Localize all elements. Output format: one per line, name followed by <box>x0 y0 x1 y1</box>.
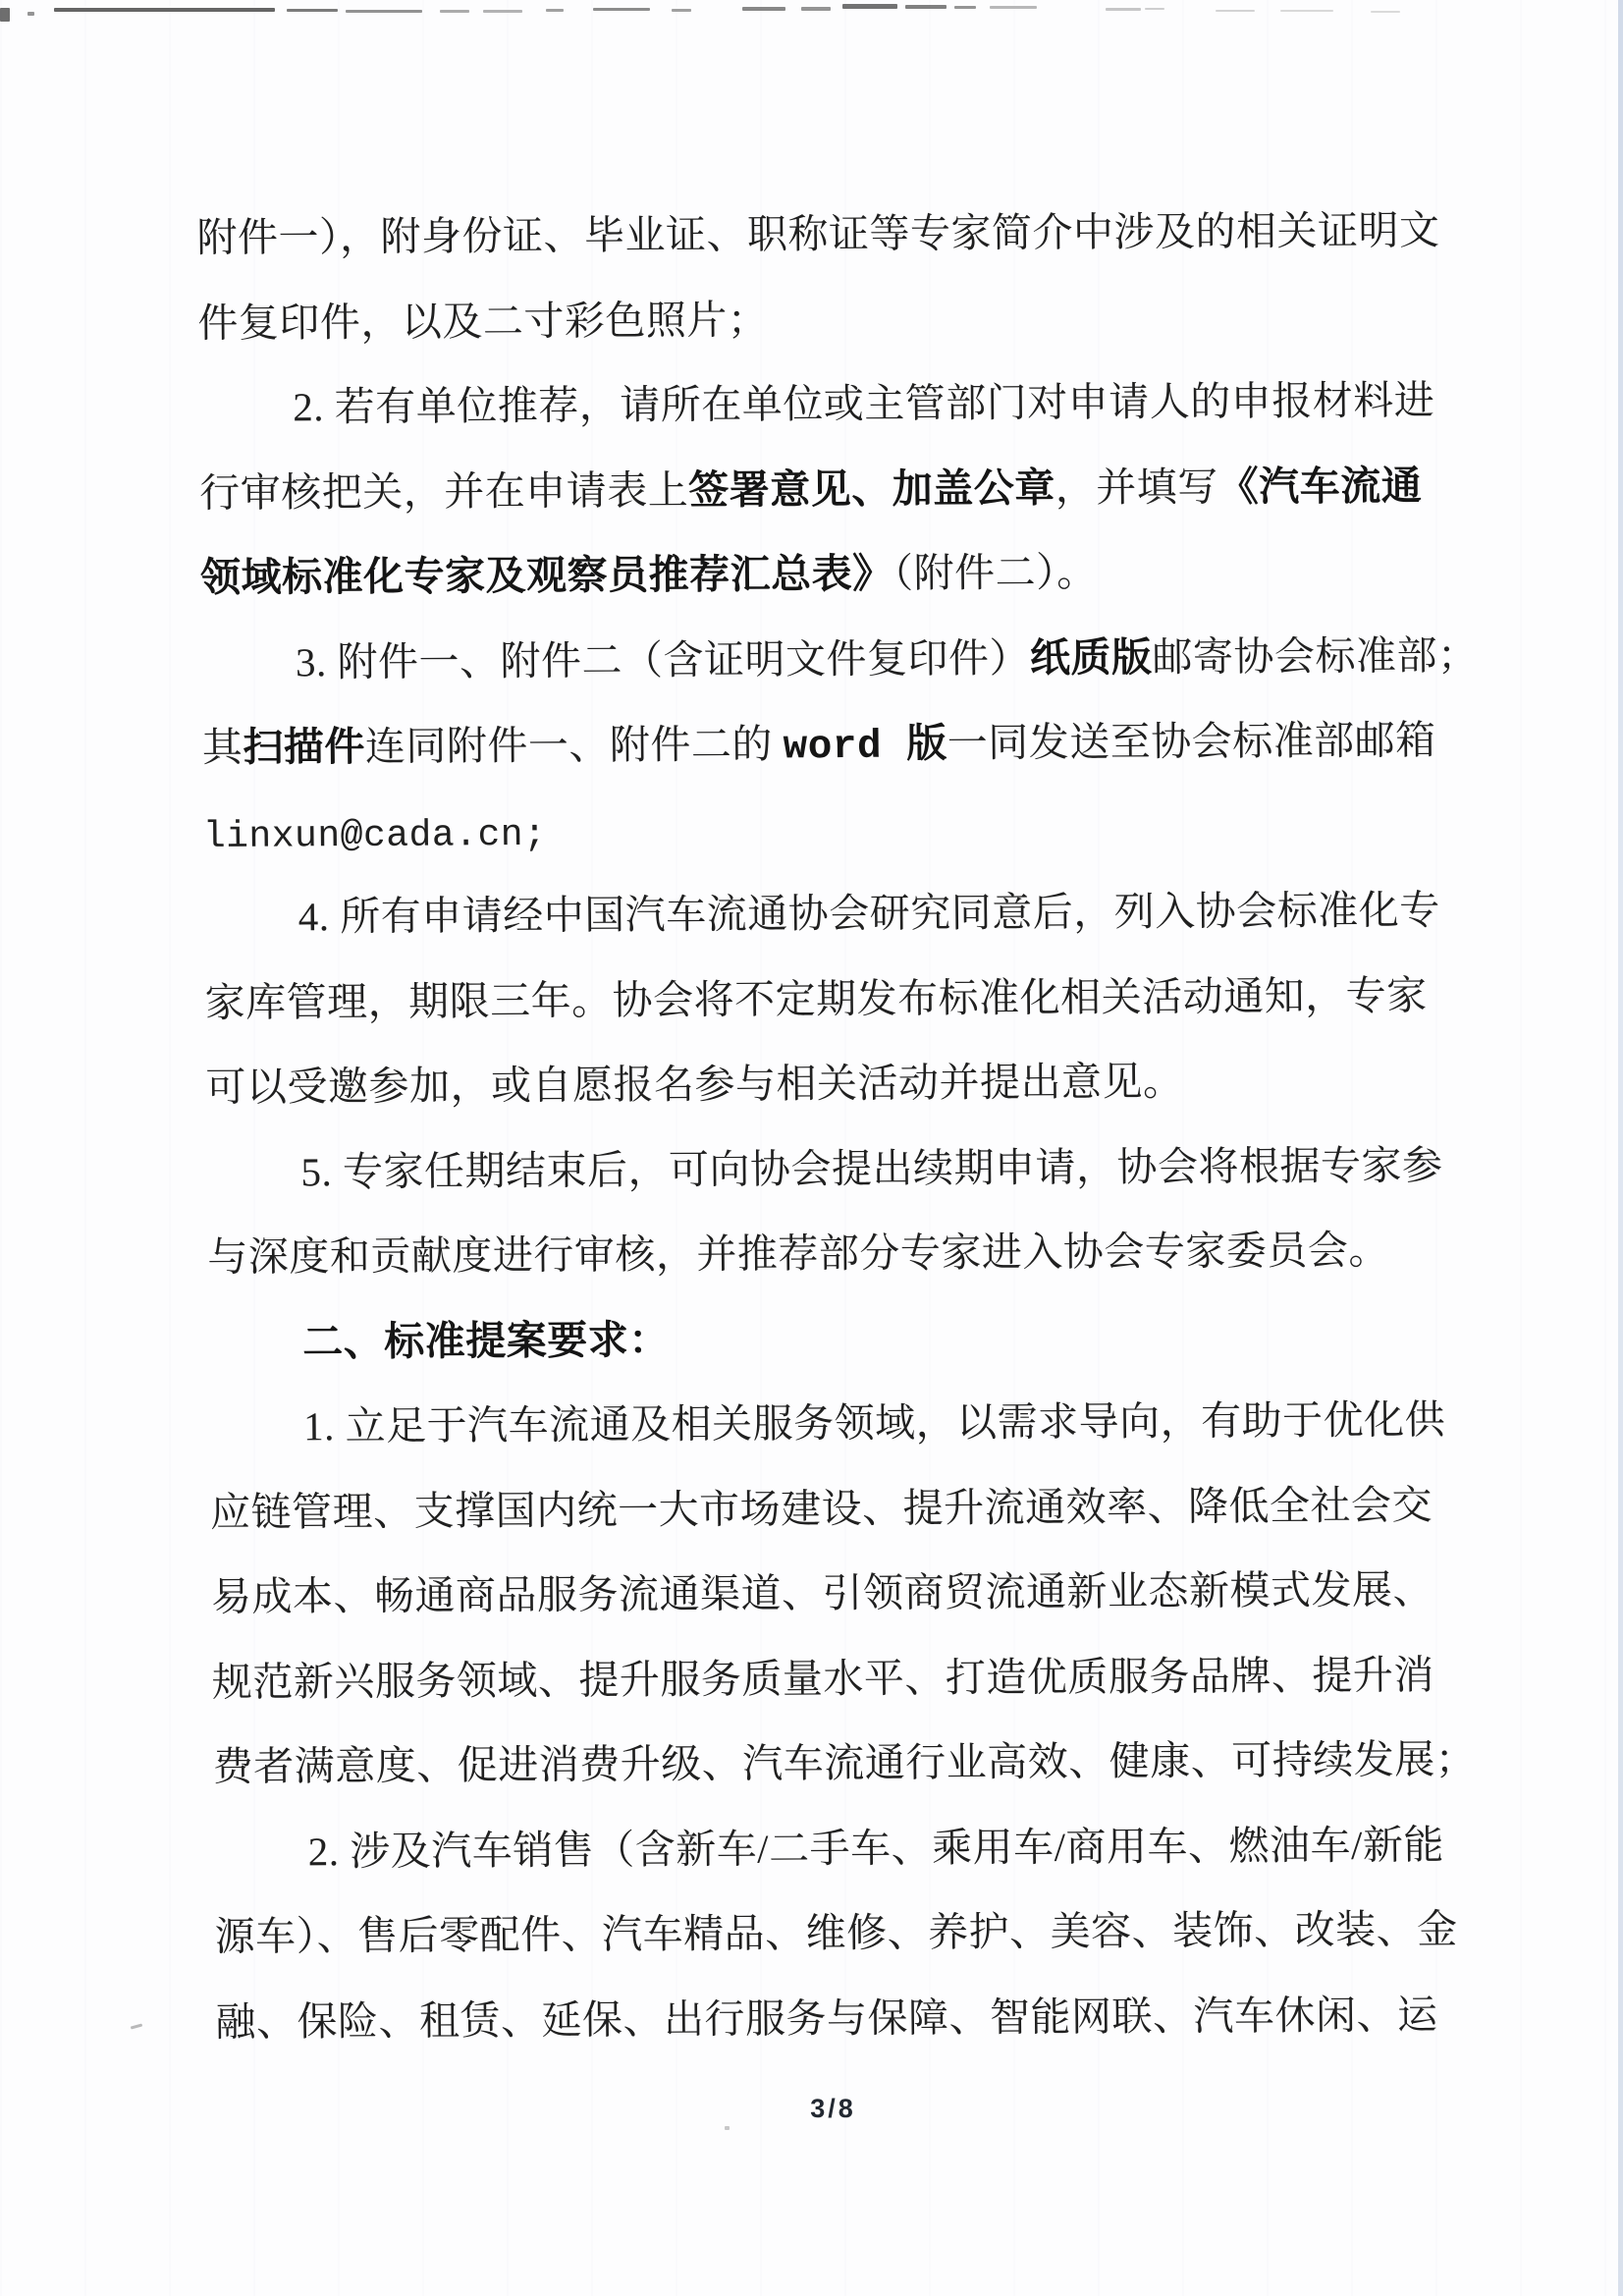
text-line <box>210 1462 1488 1555</box>
text-segment: 一同发送至协会标准部邮箱 <box>947 717 1436 766</box>
text-segment: 附件一），附身份证、毕业证、职称证等专家简介中涉及的相关证明文 <box>196 207 1440 260</box>
text-segment-mono: linxun@cada.cn; <box>202 813 547 858</box>
page-number: 3/8 <box>810 2094 856 2123</box>
scan-artifact-dash <box>905 5 947 9</box>
text-segment: （附件二）。 <box>893 549 1098 596</box>
text-segment: 家库管理，期限三年。协会将不定期发布标准化相关活动通知，专家 <box>204 971 1428 1025</box>
text-segment-bold: 版 <box>905 720 947 766</box>
text-line <box>205 1037 1483 1129</box>
scan-artifact-dash <box>1145 8 1164 10</box>
text-line <box>200 527 1478 620</box>
text-line <box>213 1802 1490 1894</box>
text-line <box>208 1292 1486 1385</box>
text-line <box>202 783 1480 875</box>
text-segment-bold: 扫描件 <box>243 723 366 770</box>
text-segment: 融、保险、租赁、延保、出行服务与保障、智能网联、汽车休闲、运 <box>215 1991 1438 2045</box>
scan-artifact-dash <box>1106 8 1141 11</box>
scan-artifact-dash <box>54 8 275 12</box>
text-segment: 3. 附件一、附件二（含证明文件复印件） <box>295 634 1031 684</box>
text-segment: 连同附件一、附件二的 <box>364 721 784 769</box>
text-line <box>207 1207 1485 1299</box>
text-segment: 邮寄协会标准部； <box>1152 631 1479 680</box>
text-line <box>204 953 1482 1045</box>
text-segment-bold: 领域标准化专家及观察员推荐汇总表》 <box>199 550 893 600</box>
text-line <box>210 1547 1488 1639</box>
text-line <box>197 273 1475 365</box>
scan-artifact-dash <box>287 9 338 12</box>
text-segment: 应链管理、支撑国内统一大市场建设、提升流通效率、降低全社会交 <box>209 1481 1434 1535</box>
text-segment: 其 <box>201 724 243 770</box>
scan-artifact-dash <box>842 4 897 9</box>
text-line <box>198 357 1476 450</box>
text-segment: 2. 若有单位推荐，请所在单位或主管部门对申请人的申报材料进 <box>293 377 1435 430</box>
scan-artifact-speck <box>131 2023 142 2029</box>
text-segment-bold: 签署意见、加盖公章 <box>687 465 1055 513</box>
text-segment: 2. 涉及汽车销售（含新车/二手车、乘用车/商用车、燃油车/新能 <box>307 1821 1445 1874</box>
text-line <box>196 188 1474 280</box>
scan-artifact-dash <box>27 12 34 16</box>
text-segment-bold: 纸质版 <box>1029 633 1153 681</box>
text-line <box>214 1886 1491 1979</box>
text-segment: 5. 专家任期结束后，可向协会提出续期申请，协会将根据专家参 <box>300 1141 1443 1194</box>
scan-artifact-dash <box>801 7 831 11</box>
scan-artifact-dash <box>1280 10 1333 12</box>
scan-artifact-dash <box>1216 10 1255 12</box>
text-line <box>215 1972 1492 2064</box>
text-segment: 4. 所有申请经中国汽车流通协会研究同意后，列入协会标准化专 <box>298 887 1440 940</box>
text-segment: 1. 立足于汽车流通及相关服务领域，以需求导向，有助于优化供 <box>302 1396 1446 1449</box>
text-segment: 费者满意度、促进消费升级、汽车流通行业高效、健康、可持续发展； <box>212 1736 1477 1789</box>
scan-artifact-dash <box>593 8 650 11</box>
scan-artifact-dash <box>440 10 469 13</box>
scan-artifact-dash <box>483 10 522 13</box>
text-line <box>199 443 1477 535</box>
text-line <box>211 1632 1488 1724</box>
text-segment-bold: 二、标准提案要求： <box>301 1316 670 1364</box>
text-segment: 与深度和贡献度进行审核，并推荐部分专家进入协会专家委员会。 <box>207 1227 1390 1280</box>
scan-artifact-dash <box>672 9 691 12</box>
scan-artifact-dash <box>990 6 1037 9</box>
text-line <box>206 1122 1484 1215</box>
scan-artifact-dash <box>0 8 10 22</box>
scan-artifact-dash <box>954 6 976 9</box>
text-segment: 易成本、畅通商品服务流通渠道、引领商贸流通新业态新模式发展、 <box>210 1566 1434 1619</box>
text-segment: ，并填写 <box>1055 464 1218 511</box>
text-segment: 行审核把关，并在申请表上 <box>198 466 689 516</box>
text-line <box>209 1377 1487 1469</box>
scan-artifact-dash <box>1371 11 1400 13</box>
scan-artifact-dash <box>546 9 564 12</box>
scan-edge-line <box>1618 0 1623 2296</box>
text-segment: 件复印件，以及二寸彩色照片； <box>197 296 769 346</box>
text-segment: 规范新兴服务领域、提升服务质量水平、打造优质服务品牌、提升消 <box>211 1651 1435 1705</box>
text-segment-bmono: word <box>783 724 907 771</box>
text-segment: 可以受邀参加，或自愿报名参与相关活动并提出意见。 <box>205 1058 1184 1110</box>
scan-artifact-dash <box>742 7 785 11</box>
text-line <box>203 867 1481 959</box>
text-line <box>201 613 1479 705</box>
text-segment-bold: 《汽车流通 <box>1217 462 1423 510</box>
text-line <box>201 697 1479 790</box>
document-body <box>196 188 1492 2064</box>
text-segment: 源车）、售后零配件、汽车精品、维修、养护、美容、装饰、改装、金 <box>214 1906 1458 1959</box>
scan-artifact-dash <box>346 10 422 13</box>
text-line <box>212 1717 1489 1809</box>
